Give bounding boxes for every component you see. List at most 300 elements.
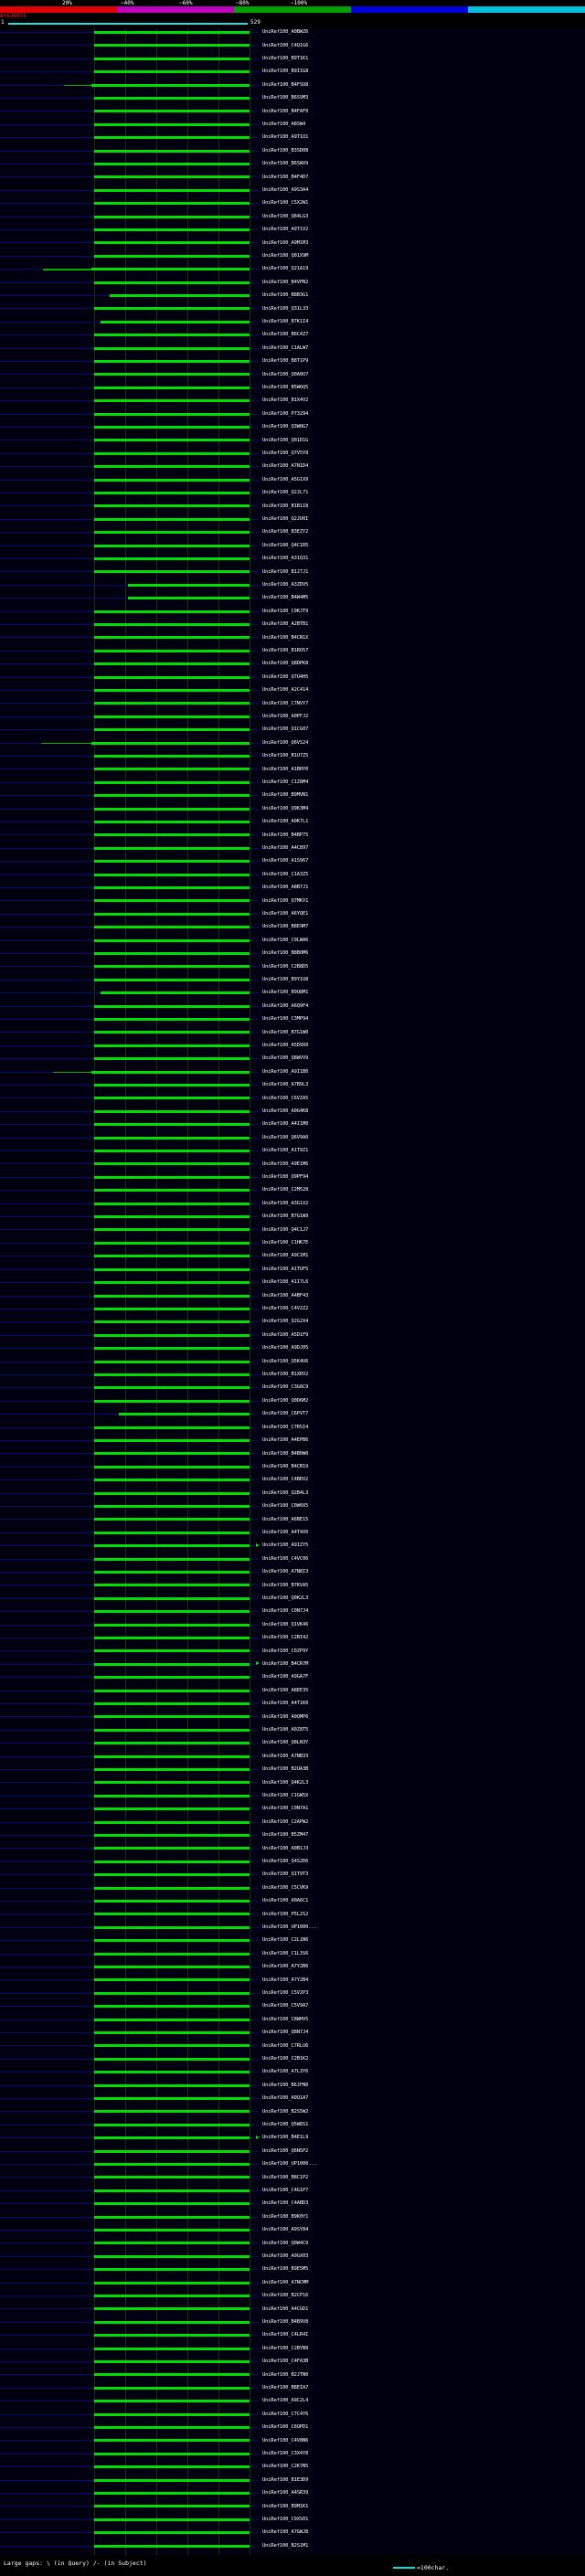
accession-label[interactable]: UniRef100_C7R5I4 <box>262 1424 309 1430</box>
hsp-bar[interactable] <box>94 2229 250 2231</box>
alignment-row[interactable] <box>0 1318 585 1330</box>
alignment-row[interactable] <box>0 2358 585 2370</box>
alignment-row[interactable] <box>0 1739 585 1752</box>
alignment-row[interactable] <box>0 752 585 765</box>
alignment-row[interactable] <box>0 94 585 107</box>
accession-label[interactable]: UniRef100_Q4C1R5 <box>262 542 309 548</box>
accession-label[interactable]: UniRef100_B8E9M7 <box>262 924 309 930</box>
alignment-row[interactable] <box>0 805 585 818</box>
accession-label[interactable]: UniRef100_C4ABD3 <box>262 2200 309 2207</box>
hsp-bar[interactable] <box>94 2202 250 2205</box>
accession-label[interactable]: UniRef100_B9MVN1 <box>262 792 309 799</box>
accession-label[interactable]: UniRef100_Q8WVV9 <box>262 1055 309 1062</box>
accession-label[interactable]: UniRef100_A3ZDV5 <box>262 582 309 588</box>
hsp-bar[interactable] <box>94 1966 250 1968</box>
alignment-row[interactable] <box>0 2239 585 2252</box>
accession-label[interactable]: UniRef100_Q4S2D6 <box>262 1858 309 1864</box>
hsp-bar[interactable] <box>94 1031 250 1034</box>
accession-label[interactable]: UniRef100_C1HK7E <box>262 1240 309 1246</box>
alignment-row[interactable] <box>0 1726 585 1739</box>
hsp-bar[interactable] <box>94 689 250 692</box>
hsp-bar[interactable] <box>94 781 250 784</box>
accession-label[interactable]: UniRef100_Q1VK46 <box>262 1621 309 1627</box>
alignment-row[interactable] <box>0 2200 585 2212</box>
hsp-bar[interactable] <box>94 728 250 731</box>
accession-label[interactable]: UniRef100_C1Z8M4 <box>262 779 309 786</box>
alignment-row[interactable] <box>0 384 585 397</box>
alignment-row[interactable] <box>0 1055 585 1067</box>
alignment-row[interactable] <box>0 213 585 226</box>
hsp-bar[interactable] <box>94 1663 250 1666</box>
accession-label[interactable]: UniRef100_B4CB19 <box>262 1463 309 1469</box>
hsp-bar[interactable] <box>94 307 250 310</box>
hsp-bar[interactable] <box>94 1953 250 1956</box>
alignment-row[interactable] <box>0 686 585 699</box>
accession-label[interactable]: UniRef100_A4CGD1 <box>262 2306 309 2312</box>
hsp-bar[interactable] <box>94 2505 250 2507</box>
alignment-row[interactable] <box>0 1910 585 1923</box>
accession-label[interactable]: UniRef100_B4CR7M <box>262 1660 309 1667</box>
hsp-bar[interactable] <box>94 413 250 416</box>
accession-label[interactable]: UniRef100_A7GWJ8 <box>262 2529 309 2536</box>
alignment-row[interactable] <box>0 1266 585 1278</box>
alignment-row[interactable] <box>0 2253 585 2265</box>
accession-label[interactable]: UniRef100_A8EE35 <box>262 1687 309 1693</box>
hsp-bar[interactable] <box>94 1768 250 1771</box>
hsp-bar[interactable] <box>94 163 250 165</box>
alignment-row[interactable] <box>0 739 585 752</box>
hsp-bar[interactable] <box>94 860 250 863</box>
accession-label[interactable]: UniRef100_B2CP16 <box>262 2293 309 2299</box>
hsp-bar[interactable] <box>94 452 250 455</box>
accession-label[interactable]: UniRef100_B9M1K1 <box>262 2503 309 2509</box>
hsp-bar[interactable] <box>94 44 250 47</box>
hsp-bar[interactable] <box>94 1215 250 1218</box>
alignment-row[interactable] <box>0 1002 585 1015</box>
accession-label[interactable]: UniRef100_B3EZY2 <box>262 529 309 535</box>
accession-label[interactable]: UniRef100_C0N7J4 <box>262 1608 309 1615</box>
hsp-bar[interactable] <box>94 2373 250 2376</box>
hsp-bar[interactable] <box>94 979 250 981</box>
hsp-bar[interactable] <box>94 1452 250 1455</box>
hsp-bar[interactable] <box>94 2282 250 2284</box>
accession-label[interactable]: UniRef100_B4E1L9 <box>262 2135 309 2141</box>
alignment-row[interactable] <box>0 1252 585 1265</box>
alignment-row[interactable] <box>0 1963 585 1976</box>
hsp-bar[interactable] <box>94 439 250 441</box>
alignment-row[interactable] <box>0 1989 585 2002</box>
alignment-row[interactable] <box>0 2041 585 2054</box>
alignment-row[interactable] <box>0 2055 585 2068</box>
alignment-row[interactable] <box>0 581 585 594</box>
alignment-row[interactable] <box>0 2397 585 2410</box>
accession-label[interactable]: UniRef100_A4C897 <box>262 845 309 852</box>
hsp-bar[interactable] <box>94 1084 250 1087</box>
alignment-row[interactable] <box>0 252 585 265</box>
accession-label[interactable]: UniRef100_B2S1M1 <box>262 2542 309 2549</box>
alignment-row[interactable] <box>0 133 585 146</box>
accession-label[interactable]: UniRef100_C6PVT7 <box>262 1411 309 1417</box>
alignment-row[interactable] <box>0 1305 585 1318</box>
hsp-bar[interactable] <box>94 1584 250 1586</box>
alignment-row[interactable] <box>0 1897 585 1910</box>
hsp-bar[interactable] <box>94 926 250 928</box>
hsp-bar[interactable] <box>128 597 250 599</box>
alignment-row[interactable] <box>0 1371 585 1383</box>
alignment-row[interactable] <box>0 1397 585 1410</box>
accession-label[interactable]: UniRef100_C2BYB8 <box>262 2345 309 2351</box>
hsp-bar[interactable] <box>94 1610 250 1613</box>
hsp-bar[interactable] <box>94 1715 250 1718</box>
accession-label[interactable]: UniRef100_A9E1M6 <box>262 1161 309 1167</box>
hsp-bar[interactable] <box>94 2545 250 2548</box>
alignment-row[interactable] <box>0 1028 585 1041</box>
alignment-row[interactable] <box>0 962 585 975</box>
accession-label[interactable]: UniRef100_B8C1P2 <box>262 2174 309 2180</box>
alignment-row[interactable] <box>0 173 585 186</box>
accession-label[interactable]: UniRef100_A9C2L4 <box>262 2398 309 2404</box>
accession-label[interactable]: UniRef100_Q7MKV1 <box>262 897 309 904</box>
accession-label[interactable]: UniRef100_A0G4K8 <box>262 1108 309 1115</box>
alignment-row[interactable] <box>0 1383 585 1396</box>
hsp-bar[interactable] <box>94 2465 250 2468</box>
alignment-row[interactable] <box>0 1700 585 1712</box>
alignment-row[interactable] <box>0 318 585 331</box>
hsp-bar[interactable] <box>94 479 250 482</box>
hsp-bar[interactable] <box>94 1334 250 1337</box>
alignment-row[interactable] <box>0 542 585 555</box>
hsp-bar[interactable] <box>94 1518 250 1521</box>
accession-label[interactable]: UniRef100_Q1CG07 <box>262 726 309 733</box>
accession-label[interactable]: UniRef100_Q9K3M4 <box>262 805 309 811</box>
accession-label[interactable]: UniRef100_A7L3Y6 <box>262 2069 309 2075</box>
accession-label[interactable]: UniRef100_C4LR4I <box>262 2332 309 2338</box>
alignment-row[interactable] <box>0 2411 585 2423</box>
hsp-bar[interactable] <box>94 1755 250 1758</box>
hsp-bar[interactable] <box>94 2216 250 2219</box>
accession-label[interactable]: UniRef100_B7G1W9 <box>262 1214 309 1220</box>
hsp-bar[interactable] <box>94 913 250 916</box>
accession-label[interactable]: UniRef100_C3X4Y8 <box>262 2450 309 2456</box>
hsp-bar[interactable] <box>94 1597 250 1600</box>
alignment-row[interactable] <box>0 989 585 1002</box>
alignment-row[interactable] <box>0 226 585 239</box>
alignment-row[interactable] <box>0 1292 585 1305</box>
hsp-bar[interactable] <box>94 2321 250 2324</box>
alignment-row[interactable] <box>0 160 585 173</box>
hsp-bar[interactable] <box>94 2531 250 2534</box>
accession-label[interactable]: UniRef100_Q3W8G7 <box>262 424 309 430</box>
accession-label[interactable]: UniRef100_B1XRV2 <box>262 1372 309 1378</box>
alignment-row[interactable] <box>0 397 585 409</box>
alignment-row[interactable] <box>0 515 585 528</box>
alignment-row[interactable] <box>0 239 585 251</box>
accession-label[interactable]: UniRef100_C9XS01 <box>262 2516 309 2522</box>
hsp-bar[interactable] <box>94 847 250 850</box>
alignment-row[interactable] <box>0 304 585 317</box>
alignment-row[interactable] <box>0 1068 585 1081</box>
alignment-row[interactable] <box>0 2016 585 2029</box>
accession-label[interactable]: UniRef100_A4T4X0 <box>262 1529 309 1535</box>
accession-label[interactable]: UniRef100_C7C4Y6 <box>262 2411 309 2417</box>
hsp-bar[interactable] <box>91 84 250 87</box>
accession-label[interactable]: UniRef100_B4BP75 <box>262 832 309 838</box>
hsp-bar[interactable] <box>94 2150 250 2153</box>
accession-label[interactable]: UniRef100_Q4K2L3 <box>262 1779 309 1786</box>
alignment-row[interactable] <box>0 1160 585 1172</box>
hsp-bar[interactable] <box>91 268 250 270</box>
alignment-row[interactable] <box>0 1660 585 1673</box>
alignment-row[interactable] <box>0 1818 585 1831</box>
alignment-row[interactable] <box>0 896 585 909</box>
accession-label[interactable]: UniRef100_Q5W8S1 <box>262 2121 309 2127</box>
alignment-row[interactable] <box>0 107 585 120</box>
accession-label[interactable]: UniRef100_C4VC06 <box>262 1555 309 1562</box>
hsp-bar[interactable] <box>94 426 250 429</box>
hsp-bar[interactable] <box>94 2031 250 2034</box>
alignment-row[interactable] <box>0 1331 585 1344</box>
alignment-row[interactable] <box>0 1424 585 1436</box>
alignment-row[interactable] <box>0 910 585 923</box>
accession-label[interactable]: UniRef100_Q6N5P2 <box>262 2147 309 2154</box>
hsp-bar[interactable] <box>94 2255 250 2258</box>
accession-label[interactable]: UniRef100_C4G1P7 <box>262 2187 309 2193</box>
alignment-row[interactable] <box>0 1555 585 1568</box>
accession-label[interactable]: UniRef100_A3G1X2 <box>262 1200 309 1206</box>
accession-label[interactable]: UniRef100_C4V2Z2 <box>262 1306 309 1312</box>
hsp-bar[interactable] <box>94 1228 250 1231</box>
hsp-bar[interactable] <box>94 1242 250 1245</box>
accession-label[interactable]: UniRef100_A7NCMM <box>262 2279 309 2285</box>
accession-label[interactable]: UniRef100_B4FAF0 <box>262 108 309 114</box>
accession-label[interactable]: UniRef100_C7NVY7 <box>262 700 309 706</box>
accession-label[interactable]: UniRef100_Q7V5Y8 <box>262 451 309 457</box>
hsp-bar[interactable] <box>94 1834 250 1837</box>
accession-label[interactable]: UniRef100_A7NB33 <box>262 1753 309 1759</box>
hsp-bar[interactable] <box>94 1900 250 1903</box>
accession-label[interactable]: UniRef100_A0B1J3 <box>262 1845 309 1851</box>
accession-label[interactable]: UniRef100_A7Y2B6 <box>262 1964 309 1970</box>
hsp-bar[interactable] <box>94 570 250 573</box>
accession-label[interactable]: UniRef100_A2BTB1 <box>262 621 309 628</box>
accession-label[interactable]: UniRef100_C5CVK9 <box>262 1884 309 1891</box>
hsp-bar[interactable] <box>94 2400 250 2402</box>
alignment-row[interactable] <box>0 1621 585 1634</box>
alignment-row[interactable] <box>0 1542 585 1554</box>
alignment-row[interactable] <box>0 633 585 646</box>
hsp-bar[interactable] <box>94 899 250 902</box>
hsp-bar[interactable] <box>94 1544 250 1547</box>
alignment-row[interactable] <box>0 81 585 94</box>
hsp-bar[interactable] <box>94 1926 250 1929</box>
hsp-bar[interactable] <box>94 1479 250 1481</box>
accession-label[interactable]: UniRef100_C3MP94 <box>262 1016 309 1023</box>
accession-label[interactable]: UniRef100_A0BWZ6 <box>262 29 309 36</box>
accession-label[interactable]: UniRef100_A1I7L6 <box>262 1279 309 1286</box>
alignment-row[interactable] <box>0 1753 585 1765</box>
alignment-row[interactable] <box>0 2107 585 2120</box>
alignment-row[interactable] <box>0 2502 585 2515</box>
accession-label[interactable]: UniRef100_C7RLU6 <box>262 2042 309 2049</box>
alignment-row[interactable] <box>0 2436 585 2449</box>
hsp-bar[interactable] <box>94 1203 250 1205</box>
alignment-row[interactable] <box>0 1449 585 1462</box>
hsp-bar[interactable] <box>94 1637 250 1639</box>
alignment-row[interactable] <box>0 765 585 778</box>
accession-label[interactable]: UniRef100_C0W0X5 <box>262 1503 309 1510</box>
alignment-row[interactable] <box>0 331 585 344</box>
hsp-bar[interactable] <box>94 1702 250 1705</box>
hsp-bar[interactable] <box>91 1071 250 1074</box>
accession-label[interactable]: UniRef100_Q0D6M2 <box>262 1397 309 1404</box>
alignment-row[interactable] <box>0 857 585 870</box>
accession-label[interactable]: UniRef100_B2UA3B <box>262 1766 309 1773</box>
hsp-bar[interactable] <box>94 1649 250 1652</box>
alignment-row[interactable] <box>0 2384 585 2397</box>
hsp-bar[interactable] <box>94 2058 250 2061</box>
alignment-row[interactable] <box>0 2147 585 2160</box>
hsp-bar[interactable] <box>94 504 250 507</box>
accession-label[interactable]: UniRef100_C0N7A1 <box>262 1806 309 1812</box>
alignment-row[interactable] <box>0 1581 585 1594</box>
hsp-bar[interactable] <box>94 228 250 231</box>
hsp-bar[interactable] <box>94 1439 250 1442</box>
alignment-row[interactable] <box>0 2516 585 2528</box>
accession-label[interactable]: UniRef100_A1TUF5 <box>262 1266 309 1272</box>
hsp-bar[interactable] <box>94 1176 250 1179</box>
accession-label[interactable]: UniRef100_Q01X9M <box>262 253 309 259</box>
accession-label[interactable]: UniRef100_C2B1K2 <box>262 2055 309 2062</box>
accession-label[interactable]: UniRef100_C1ALW7 <box>262 345 309 351</box>
alignment-row[interactable] <box>0 660 585 673</box>
accession-label[interactable]: UniRef100_Q8N7J4 <box>262 2030 309 2036</box>
accession-label[interactable]: UniRef100_B4W4M5 <box>262 595 309 601</box>
accession-label[interactable]: UniRef100_C4Q1G6 <box>262 42 309 48</box>
hsp-bar[interactable] <box>94 1150 250 1152</box>
accession-label[interactable]: UniRef100_A4EPB6 <box>262 1437 309 1444</box>
accession-label[interactable]: UniRef100_B7G1W0 <box>262 1029 309 1035</box>
hsp-bar[interactable] <box>94 2005 250 2008</box>
hsp-bar[interactable] <box>94 2019 250 2021</box>
hsp-bar[interactable] <box>94 1847 250 1850</box>
accession-label[interactable]: UniRef100_UP1000... <box>262 1924 317 1930</box>
alignment-row[interactable] <box>0 2345 585 2358</box>
alignment-row[interactable] <box>0 1778 585 1791</box>
hsp-bar[interactable] <box>94 1939 250 1942</box>
alignment-row[interactable] <box>0 68 585 80</box>
hsp-bar[interactable] <box>94 2307 250 2310</box>
hsp-bar[interactable] <box>94 241 250 244</box>
accession-label[interactable]: UniRef100_C5V2P3 <box>262 1989 309 1996</box>
hsp-bar[interactable] <box>94 1821 250 1824</box>
accession-label[interactable]: UniRef100_C2K7N5 <box>262 2464 309 2470</box>
accession-label[interactable]: UniRef100_C2BI42 <box>262 1635 309 1641</box>
hsp-bar[interactable] <box>128 584 250 587</box>
hsp-bar[interactable] <box>94 2479 250 2482</box>
alignment-row[interactable] <box>0 1015 585 1028</box>
hsp-bar[interactable] <box>94 794 250 797</box>
hsp-bar[interactable] <box>94 2071 250 2073</box>
alignment-row[interactable] <box>0 1358 585 1371</box>
hsp-bar[interactable] <box>94 2360 250 2363</box>
accession-label[interactable]: UniRef100_A0Z8T5 <box>262 1726 309 1733</box>
alignment-row[interactable] <box>0 2173 585 2186</box>
alignment-row[interactable] <box>0 2226 585 2239</box>
hsp-bar[interactable] <box>94 939 250 942</box>
alignment-row[interactable] <box>0 949 585 962</box>
accession-label[interactable]: UniRef100_A8B7J1 <box>262 885 309 891</box>
accession-label[interactable]: UniRef100_B1X4V2 <box>262 398 309 404</box>
accession-label[interactable]: UniRef100_C6VZA5 <box>262 1095 309 1101</box>
alignment-row[interactable] <box>0 1765 585 1778</box>
hsp-bar[interactable] <box>94 1110 250 1113</box>
hsp-bar[interactable] <box>110 294 250 297</box>
alignment-row[interactable] <box>0 1173 585 1186</box>
accession-label[interactable]: UniRef100_B1B1I8 <box>262 503 309 509</box>
hsp-bar[interactable] <box>94 216 250 218</box>
alignment-row[interactable] <box>0 1502 585 1515</box>
hsp-bar[interactable] <box>94 610 250 613</box>
alignment-row[interactable] <box>0 489 585 502</box>
accession-label[interactable]: UniRef100_A0K7L1 <box>262 819 309 825</box>
hsp-bar[interactable] <box>94 150 250 153</box>
alignment-row[interactable] <box>0 2121 585 2134</box>
hsp-bar[interactable] <box>94 2163 250 2166</box>
accession-label[interactable]: UniRef100_A9T1V2 <box>262 227 309 233</box>
accession-label[interactable]: UniRef100_C8WHV5 <box>262 2016 309 2022</box>
hsp-bar[interactable] <box>94 123 250 126</box>
alignment-row[interactable] <box>0 1436 585 1449</box>
alignment-row[interactable] <box>0 370 585 383</box>
accession-label[interactable]: UniRef100_A9M1M3 <box>262 239 309 246</box>
hsp-bar[interactable] <box>94 2426 250 2429</box>
alignment-row[interactable] <box>0 2370 585 2383</box>
accession-label[interactable]: UniRef100_B6SVM3 <box>262 95 309 101</box>
alignment-row[interactable] <box>0 647 585 660</box>
hsp-bar[interactable] <box>94 1044 250 1047</box>
accession-label[interactable]: UniRef100_Q0A0U7 <box>262 371 309 377</box>
accession-label[interactable]: UniRef100_A0Q1A7 <box>262 2095 309 2102</box>
hsp-bar[interactable] <box>94 255 250 258</box>
alignment-row[interactable] <box>0 357 585 370</box>
hsp-bar[interactable] <box>101 991 250 994</box>
alignment-row[interactable] <box>0 871 585 884</box>
alignment-row[interactable] <box>0 608 585 620</box>
alignment-row[interactable] <box>0 28 585 41</box>
hsp-bar[interactable] <box>94 2136 250 2139</box>
accession-label[interactable]: UniRef100_B9E5M5 <box>262 2266 309 2273</box>
hsp-bar[interactable] <box>94 2268 250 2271</box>
alignment-row[interactable] <box>0 831 585 843</box>
accession-label[interactable]: UniRef100_B7K1I4 <box>262 319 309 324</box>
alignment-row[interactable] <box>0 2331 585 2344</box>
hsp-bar[interactable] <box>94 465 250 468</box>
alignment-row[interactable] <box>0 1792 585 1805</box>
alignment-row[interactable] <box>0 1568 585 1581</box>
alignment-row[interactable] <box>0 462 585 475</box>
hsp-bar[interactable] <box>94 1676 250 1679</box>
accession-label[interactable]: UniRef100_P5L2S2 <box>262 1911 309 1917</box>
alignment-row[interactable] <box>0 2292 585 2305</box>
alignment-row[interactable] <box>0 41 585 54</box>
hsp-bar[interactable] <box>94 136 250 139</box>
accession-label[interactable]: UniRef100_C2L1N6 <box>262 1937 309 1944</box>
alignment-row[interactable] <box>0 1489 585 1502</box>
hsp-bar[interactable] <box>94 1978 250 1981</box>
hsp-bar[interactable] <box>94 1860 250 1863</box>
accession-label[interactable]: UniRef100_C1L3S6 <box>262 1950 309 1956</box>
hsp-bar[interactable] <box>94 2110 250 2113</box>
